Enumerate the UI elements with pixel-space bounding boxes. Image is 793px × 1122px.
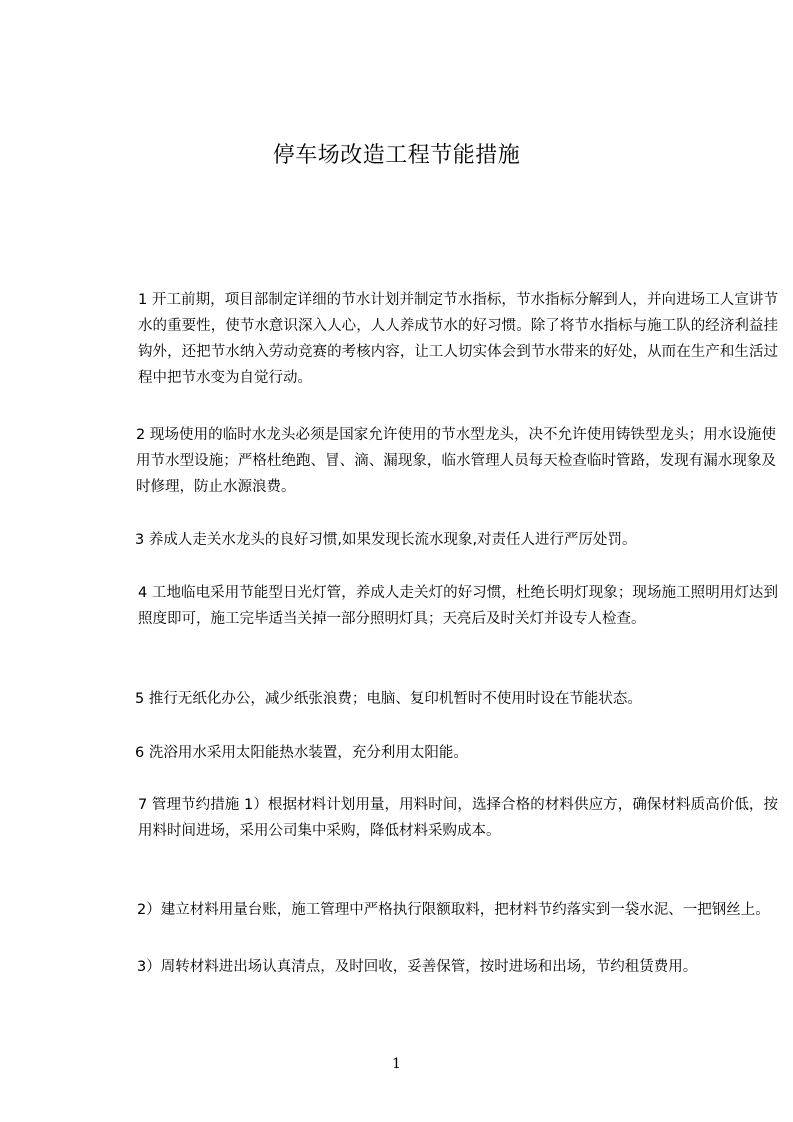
paragraph-6-solar-water: 6 洗浴用水采用太阳能热水装置，充分利用太阳能。 (135, 745, 468, 761)
paragraph-4-lighting: 4 工地临电采用节能型日光灯管，养成人走关灯的好习惯，杜绝长明灯现象；现场施工照明用灯达到照度即可，施工完毕适当关掉一部分照明灯具；天亮后及时关灯并设专人检查。 (138, 585, 778, 627)
paragraph-5-paperless: 5 推行无纸化办公，减少纸张浪费；电脑、复印机暂时不使用时设在节能状态。 (135, 691, 642, 707)
paragraph-8-material-ledger: 2）建立材料用量台账，施工管理中严格执行限额取料，把材料节约落实到一袋水泥、一把钢丝上。 (137, 902, 770, 918)
paragraph-3-turn-off-tap: 3 养成人走关水龙头的良好习惯,如果发现长流水现象,对责任人进行严厉处罚。 (135, 532, 637, 548)
paragraph-9-turnover-materials: 3）周转材料进出场认真清点，及时回收，妥善保管，按时进场和出场，节约租赁费用。 (137, 959, 698, 975)
document-title: 停车场改造工程节能措施 (272, 143, 521, 168)
paragraph-1-water-plan: 1 开工前期，项目部制定详细的节水计划并制定节水指标，节水指标分解到人，并向进场工人宣讲节水的重要性，使节水意识深入人心，人人养成节水的好习惯。除了将节水指标与施工队的经济利益挂钩外，还把节水纳入劳动竞赛的考核内容，让工人切实体会到节水带来的好处，从而在生产和生活过程中把节水变为自觉行动。 (138, 292, 778, 386)
page-number: 1 (392, 1056, 401, 1072)
paragraph-2-faucets: 2 现场使用的临时水龙头必须是国家允许使用的节水型龙头，决不允许使用铸铁型龙头；用水设施使用节水型设施；严格杜绝跑、冒、滴、漏现象，临水管理人员每天检查临时管路，发现有漏水现象及时修理，防止水源浪费。 (136, 427, 776, 495)
paragraph-7-management-measures: 7 管理节约措施 1）根据材料计划用量，用料时间，选择合格的材料供应方，确保材料质高价低，按用料时间进场，采用公司集中采购，降低材料采购成本。 (138, 797, 778, 839)
